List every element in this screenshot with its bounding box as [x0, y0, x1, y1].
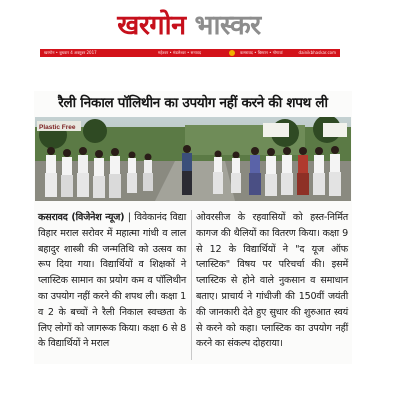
band-regions-right: कसरावद • बिस्टान • गोगावां	[240, 50, 283, 55]
news-clipping	[34, 91, 352, 364]
newspaper-name	[34, 8, 344, 44]
band-website: dainikbhaskar.com	[298, 50, 336, 55]
photo-sign-text: Plastic Free	[39, 124, 76, 131]
masthead-red-band	[40, 49, 340, 57]
masthead-title-grey: भास्कर	[194, 10, 261, 41]
column-divider	[191, 210, 192, 360]
band-date: खरगोन • बुधवार 4 अक्टूबर 2017	[44, 50, 97, 55]
article-headline: रैली निकाल पॉलिथीन का उपयोग नहीं करने की शपथ ली	[58, 95, 328, 111]
article-dateline: कसरावद (विजेनेश न्यूज)	[38, 212, 125, 223]
article-column-1-text: | विवेकानंद विद्या विहार मराल सरोवर में महात्मा गांधी व लाल बहादुर शास्त्री की जन्मतिथि को उत्सव का रूप दिया गया। विद्यार्थियों व शिक्षकों ने प्लास्टिक सामान का प्रयोग कम व पॉलिथीन का उपयोग नहीं करने की शपथ ली। कक्षा 1 व 2 के बच्चों ने रैली निकाल स्वच्छता के लिए लोगों को जागरूक किया। कक्षा 6 से 8 के विद्यार्थियों ने मराल	[38, 212, 186, 350]
masthead-title-red: खरगोन	[117, 10, 186, 41]
article-column-1	[38, 210, 186, 352]
article-column-2: ओवरसीज के रहवासियों को हस्त-निर्मित कागज की थैलियों का वितरण किया। कक्षा 9 से 12 के विद्यार्थियों ने "द यूज ऑफ प्लास्टिक" विषय पर परिचर्चा की। इसमें प्लास्टिक से होने वाले नुकसान व समाधान बताए। प्राचार्य ने गांधीजी की 150वीं जयंती की जानकारी देते हुए सुधार की शुरुआत स्वयं से करने को कहा। प्लास्टिक का उपयोग नहीं करने का संकल्प दोहराया।	[196, 212, 348, 350]
band-dot-icon	[229, 50, 235, 56]
band-regions: महेश्वर • मंडलेश्वर • सनावद	[158, 50, 201, 55]
masthead	[34, 8, 344, 44]
rally-photo	[35, 117, 351, 201]
rally-photo-image	[35, 117, 351, 201]
